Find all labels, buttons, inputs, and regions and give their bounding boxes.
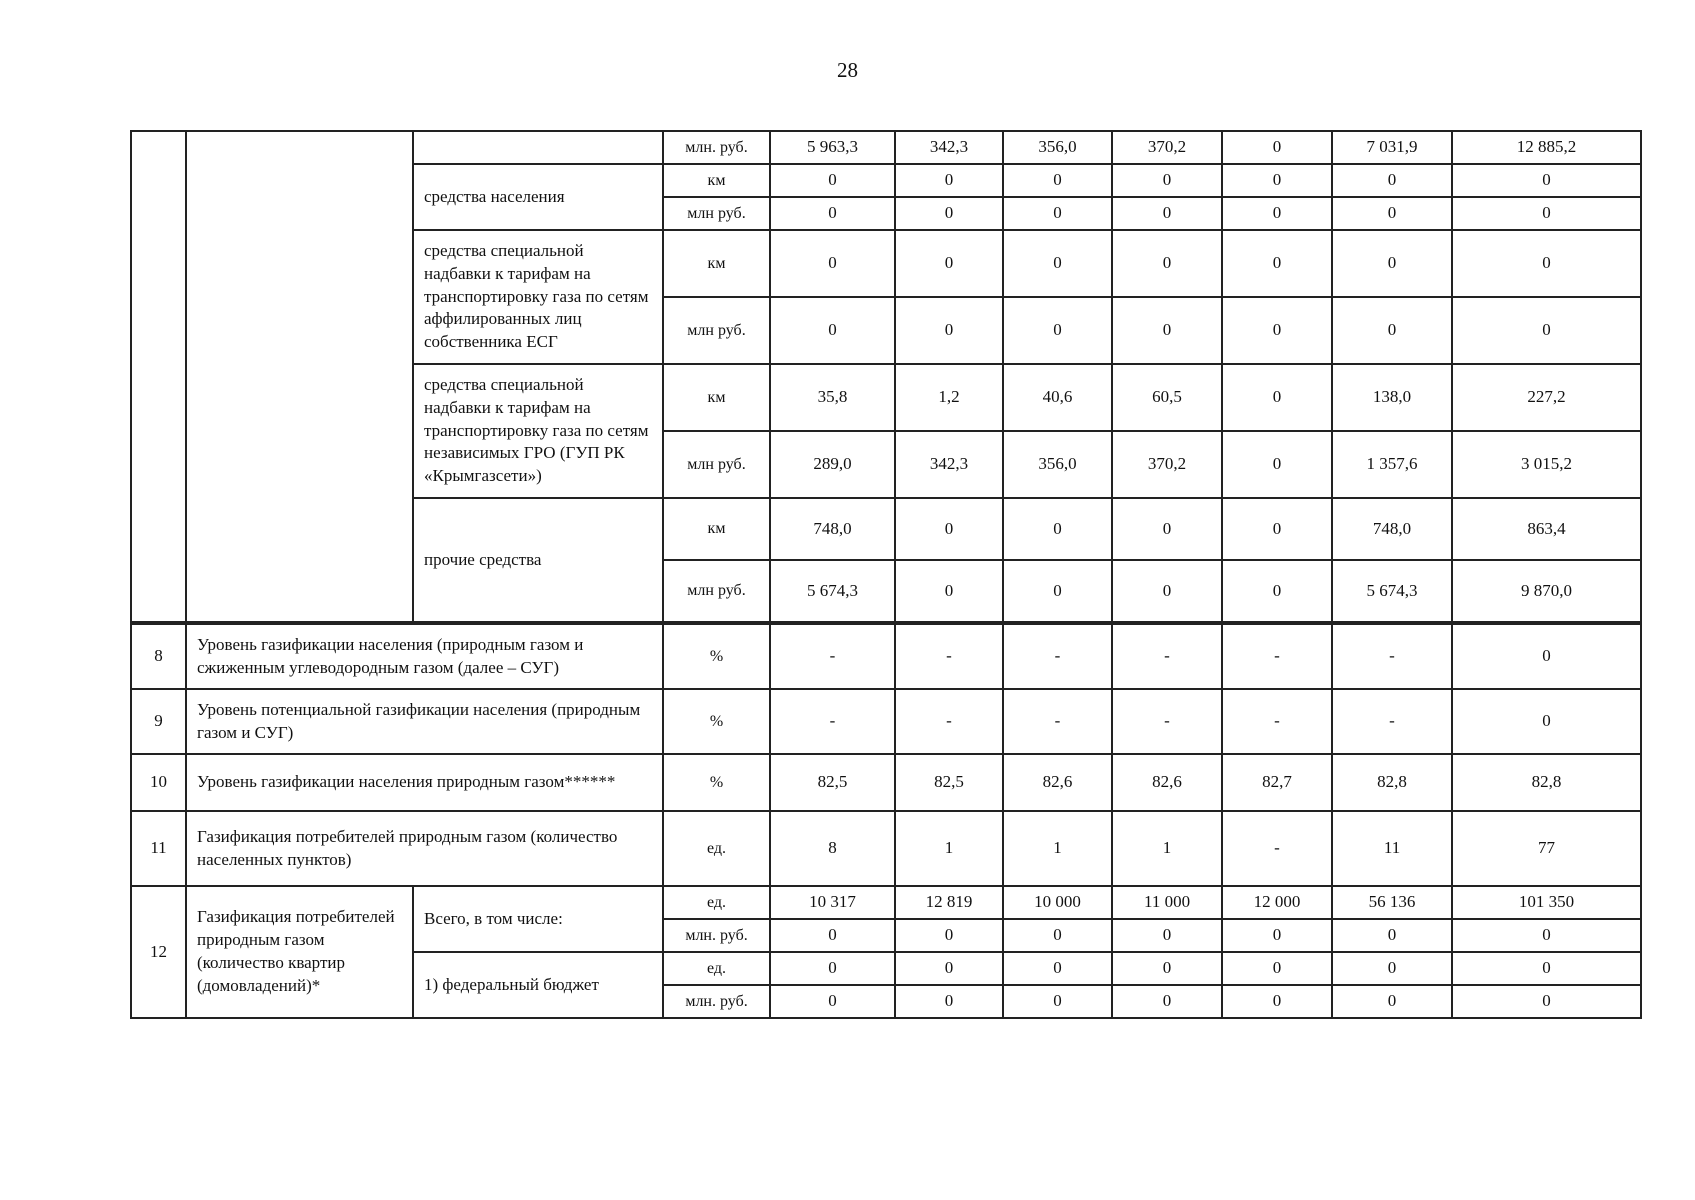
table-row: [131, 754, 1641, 811]
value-cell: 0: [1332, 297, 1452, 364]
source-label: средства специальной надбавки к тарифам на транспортировку газа по сетям аффилированных лиц собственника ЕСГ: [413, 230, 663, 364]
value-cell: 227,2: [1452, 364, 1641, 431]
value-cell: 0: [1003, 985, 1112, 1018]
unit-cell: км: [663, 164, 770, 197]
value-cell: 0: [1112, 498, 1222, 560]
value-cell: 12 885,2: [1452, 131, 1641, 164]
value-cell: 0: [770, 952, 895, 985]
value-cell: 138,0: [1332, 364, 1452, 431]
page-number: 28: [837, 58, 858, 82]
value-cell: 0: [1222, 952, 1332, 985]
value-cell: 0: [1452, 197, 1641, 230]
value-cell: 0: [1222, 919, 1332, 952]
value-cell: 1 357,6: [1332, 431, 1452, 498]
value-cell: 0: [1112, 560, 1222, 622]
value-cell: 101 350: [1452, 886, 1641, 919]
unit-cell: км: [663, 364, 770, 431]
value-cell: -: [1003, 689, 1112, 754]
value-cell: 0: [770, 164, 895, 197]
unit-cell: ед.: [663, 886, 770, 919]
unit-cell: млн руб.: [663, 431, 770, 498]
value-cell: 0: [1003, 560, 1112, 622]
value-cell: 0: [1112, 297, 1222, 364]
value-cell: -: [1222, 689, 1332, 754]
value-cell: 0: [1003, 297, 1112, 364]
value-cell: 0: [1452, 919, 1641, 952]
value-cell: 0: [1003, 197, 1112, 230]
value-cell: 0: [1222, 230, 1332, 297]
value-cell: 0: [1452, 952, 1641, 985]
value-cell: 0: [1003, 919, 1112, 952]
value-cell: -: [895, 689, 1003, 754]
value-cell: 0: [895, 498, 1003, 560]
value-cell: 0: [1112, 230, 1222, 297]
unit-cell: %: [663, 754, 770, 811]
value-cell: 0: [1452, 624, 1641, 689]
indicator-label: Уровень потенциальной газификации населения (природным газом и СУГ): [186, 689, 663, 754]
value-cell: 0: [895, 297, 1003, 364]
value-cell: 748,0: [1332, 498, 1452, 560]
table-row: [131, 624, 1641, 689]
unit-cell: млн руб.: [663, 197, 770, 230]
value-cell: 0: [1332, 197, 1452, 230]
unit-cell: ед.: [663, 811, 770, 886]
value-cell: 0: [1332, 230, 1452, 297]
value-cell: 8: [770, 811, 895, 886]
value-cell: 356,0: [1003, 431, 1112, 498]
value-cell: 370,2: [1112, 131, 1222, 164]
unit-cell: ед.: [663, 952, 770, 985]
indicators-table: [130, 623, 1642, 1019]
unit-cell: млн руб.: [663, 297, 770, 364]
value-cell: 0: [1222, 364, 1332, 431]
value-cell: 0: [770, 230, 895, 297]
table-row: [131, 811, 1641, 886]
value-cell: 60,5: [1112, 364, 1222, 431]
source-label: средства населения: [413, 164, 663, 230]
value-cell: -: [770, 689, 895, 754]
value-cell: 0: [1112, 985, 1222, 1018]
value-cell: -: [1112, 624, 1222, 689]
value-cell: 0: [1452, 985, 1641, 1018]
value-cell: 0: [1332, 985, 1452, 1018]
indicator-label: Газификация потребителей природным газом (количество квартир (домовладений)*: [186, 886, 413, 1018]
value-cell: 0: [1003, 498, 1112, 560]
value-cell: 0: [770, 919, 895, 952]
value-cell: 0: [1003, 164, 1112, 197]
value-cell: 1: [895, 811, 1003, 886]
value-cell: -: [770, 624, 895, 689]
value-cell: 0: [1452, 164, 1641, 197]
value-cell: 9 870,0: [1452, 560, 1641, 622]
value-cell: 0: [895, 197, 1003, 230]
value-cell: 1: [1003, 811, 1112, 886]
value-cell: 0: [1003, 952, 1112, 985]
value-cell: 0: [770, 197, 895, 230]
row-number: 8: [131, 624, 186, 689]
indicator-label: Уровень газификации населения природным газом******: [186, 754, 663, 811]
value-cell: 5 674,3: [770, 560, 895, 622]
value-cell: 3 015,2: [1452, 431, 1641, 498]
unit-cell: млн. руб.: [663, 919, 770, 952]
value-cell: 11 000: [1112, 886, 1222, 919]
value-cell: 12 000: [1222, 886, 1332, 919]
value-cell: 82,5: [895, 754, 1003, 811]
value-cell: 0: [895, 952, 1003, 985]
unit-cell: км: [663, 498, 770, 560]
value-cell: 12 819: [895, 886, 1003, 919]
value-cell: 0: [1112, 952, 1222, 985]
value-cell: 40,6: [1003, 364, 1112, 431]
unit-cell: км: [663, 230, 770, 297]
value-cell: 0: [1112, 197, 1222, 230]
value-cell: 0: [1332, 164, 1452, 197]
value-cell: 77: [1452, 811, 1641, 886]
value-cell: -: [1222, 624, 1332, 689]
unit-cell: %: [663, 624, 770, 689]
value-cell: 1: [1112, 811, 1222, 886]
source-label: Всего, в том числе:: [413, 886, 663, 952]
value-cell: 82,5: [770, 754, 895, 811]
row-number: 12: [131, 886, 186, 1018]
source-label: 1) федеральный бюджет: [413, 952, 663, 1018]
value-cell: 11: [1332, 811, 1452, 886]
value-cell: 82,6: [1112, 754, 1222, 811]
row-number: 9: [131, 689, 186, 754]
value-cell: -: [1332, 624, 1452, 689]
value-cell: 0: [1112, 164, 1222, 197]
indicator-cell: [186, 131, 413, 622]
unit-cell: млн руб.: [663, 560, 770, 622]
value-cell: 0: [1222, 164, 1332, 197]
unit-cell: млн. руб.: [663, 985, 770, 1018]
value-cell: 0: [1222, 985, 1332, 1018]
value-cell: 5 674,3: [1332, 560, 1452, 622]
value-cell: 5 963,3: [770, 131, 895, 164]
value-cell: 7 031,9: [1332, 131, 1452, 164]
value-cell: 0: [1332, 952, 1452, 985]
financing-table: [130, 130, 1642, 623]
value-cell: 82,6: [1003, 754, 1112, 811]
indicator-label: Газификация потребителей природным газом (количество населенных пунктов): [186, 811, 663, 886]
value-cell: 0: [1222, 131, 1332, 164]
number-cell: [131, 131, 186, 622]
table-row: [131, 689, 1641, 754]
value-cell: 0: [770, 985, 895, 1018]
value-cell: 35,8: [770, 364, 895, 431]
value-cell: -: [895, 624, 1003, 689]
value-cell: 0: [895, 985, 1003, 1018]
value-cell: 0: [1222, 197, 1332, 230]
value-cell: 82,8: [1332, 754, 1452, 811]
value-cell: -: [1222, 811, 1332, 886]
table-row: [131, 886, 1641, 919]
value-cell: 10 000: [1003, 886, 1112, 919]
row-number: 11: [131, 811, 186, 886]
value-cell: 0: [895, 560, 1003, 622]
value-cell: 356,0: [1003, 131, 1112, 164]
value-cell: 0: [1452, 689, 1641, 754]
value-cell: 0: [895, 919, 1003, 952]
value-cell: 0: [1112, 919, 1222, 952]
value-cell: 1,2: [895, 364, 1003, 431]
value-cell: 0: [895, 164, 1003, 197]
indicator-label: Уровень газификации населения (природным газом и сжиженным углеводородным газом (далее – СУГ): [186, 624, 663, 689]
value-cell: -: [1003, 624, 1112, 689]
value-cell: 342,3: [895, 131, 1003, 164]
value-cell: 82,7: [1222, 754, 1332, 811]
value-cell: 342,3: [895, 431, 1003, 498]
value-cell: 0: [895, 230, 1003, 297]
value-cell: 0: [1452, 230, 1641, 297]
value-cell: 82,8: [1452, 754, 1641, 811]
value-cell: 0: [1332, 919, 1452, 952]
value-cell: 0: [770, 297, 895, 364]
value-cell: 370,2: [1112, 431, 1222, 498]
source-cell: [413, 131, 663, 164]
value-cell: 0: [1452, 297, 1641, 364]
value-cell: 748,0: [770, 498, 895, 560]
source-label: прочие средства: [413, 498, 663, 622]
value-cell: 56 136: [1332, 886, 1452, 919]
value-cell: -: [1332, 689, 1452, 754]
value-cell: 0: [1222, 560, 1332, 622]
value-cell: 10 317: [770, 886, 895, 919]
unit-cell: млн. руб.: [663, 131, 770, 164]
value-cell: 289,0: [770, 431, 895, 498]
value-cell: 0: [1222, 498, 1332, 560]
value-cell: -: [1112, 689, 1222, 754]
unit-cell: %: [663, 689, 770, 754]
row-number: 10: [131, 754, 186, 811]
source-label: средства специальной надбавки к тарифам на транспортировку газа по сетям независимых ГРО (ГУП РК «Крымгазсети»): [413, 364, 663, 498]
value-cell: 0: [1222, 431, 1332, 498]
value-cell: 0: [1003, 230, 1112, 297]
value-cell: 0: [1222, 297, 1332, 364]
table-row: [131, 131, 1641, 164]
value-cell: 863,4: [1452, 498, 1641, 560]
